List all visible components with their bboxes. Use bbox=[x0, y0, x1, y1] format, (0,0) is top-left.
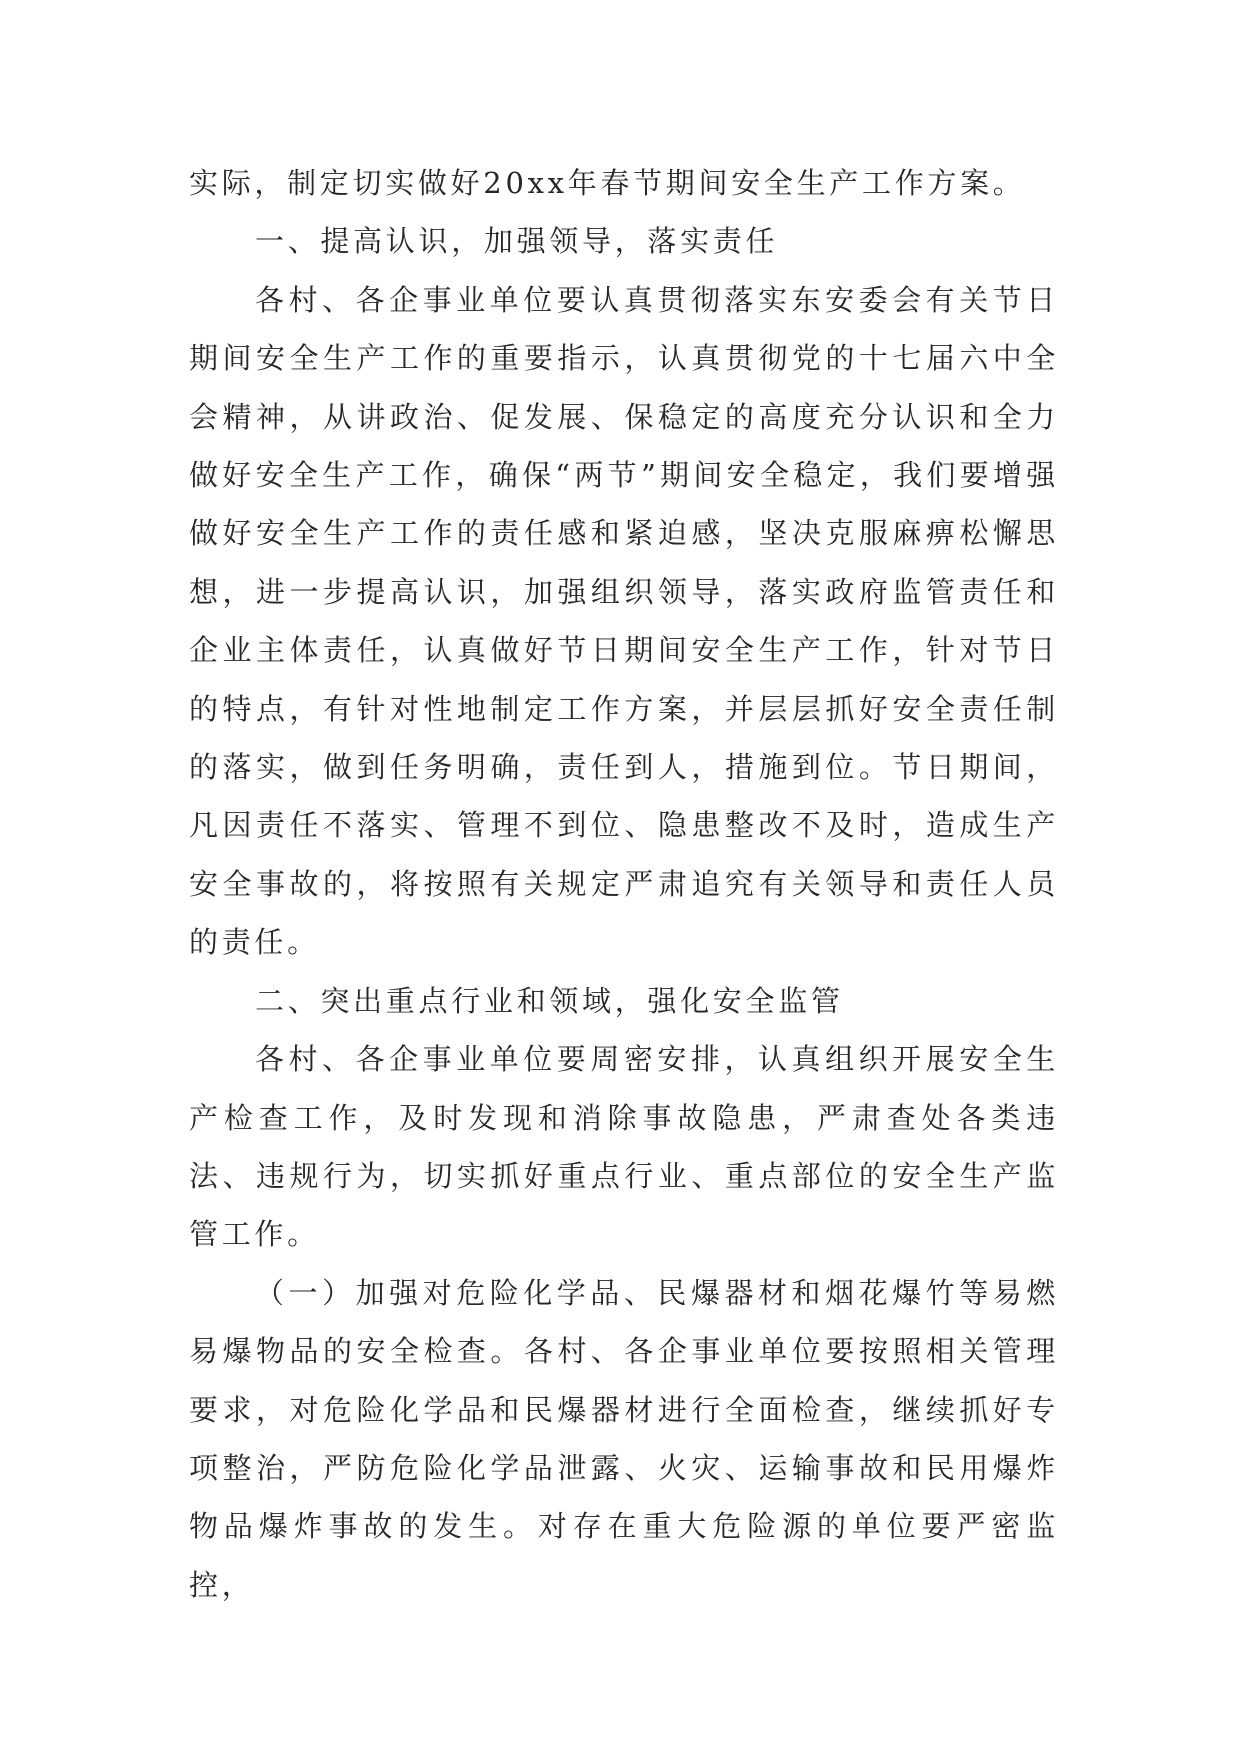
section-heading-1: 一、提高认识，加强领导，落实责任 bbox=[255, 224, 779, 259]
paragraph-section-2: 各村、各企事业单位要周密安排，认真组织开展安全生产检查工作，及时发现和消除事故隐患，严肃查处各类违法、违规行为，切实抓好重点行业、重点部位的安全生产监管工作。 bbox=[189, 1042, 1059, 1252]
paragraph-intro-end: 实际，制定切实做好20xx年春节期间安全生产工作方案。 bbox=[189, 166, 1026, 200]
paragraph-subsection-1: （一）加强对危险化学品、民爆器材和烟花爆竹等易燃易爆物品的安全检查。各村、各企事业单位要按照相关管理要求，对危险化学品和民爆器材进行全面检查，继续抓好专项整治，严防危险化学品泄露、火灾、运输事故和民用爆炸物品爆炸事故的发生。对存在重大危险源的单位要严密监控， bbox=[189, 1275, 1059, 1602]
document-body bbox=[189, 154, 1059, 1614]
section-heading-2: 二、突出重点行业和领域，强化安全监管 bbox=[255, 983, 844, 1018]
paragraph-section-1: 各村、各企事业单位要认真贯彻落实东安委会有关节日期间安全生产工作的重要指示，认真贯彻党的十七届六中全会精神，从讲政治、促发展、保稳定的高度充分认识和全力做好安全生产工作，确保“两节”期间安全稳定，我们要增强做好安全生产工作的责任感和紧迫感，坚决克服麻痹松懈思想，进一步提高认识，加强组织领导，落实政府监管责任和企业主体责任，认真做好节日期间安全生产工作，针对节日的特点，有针对性地制定工作方案，并层层抓好安全责任制的落实，做到任务明确，责任到人，措施到位。节日期间，凡因责任不落实、管理不到位、隐患整改不及时，造成生产安全事故的，将按照有关规定严肃追究有关领导和责任人员的责任。 bbox=[189, 282, 1059, 960]
